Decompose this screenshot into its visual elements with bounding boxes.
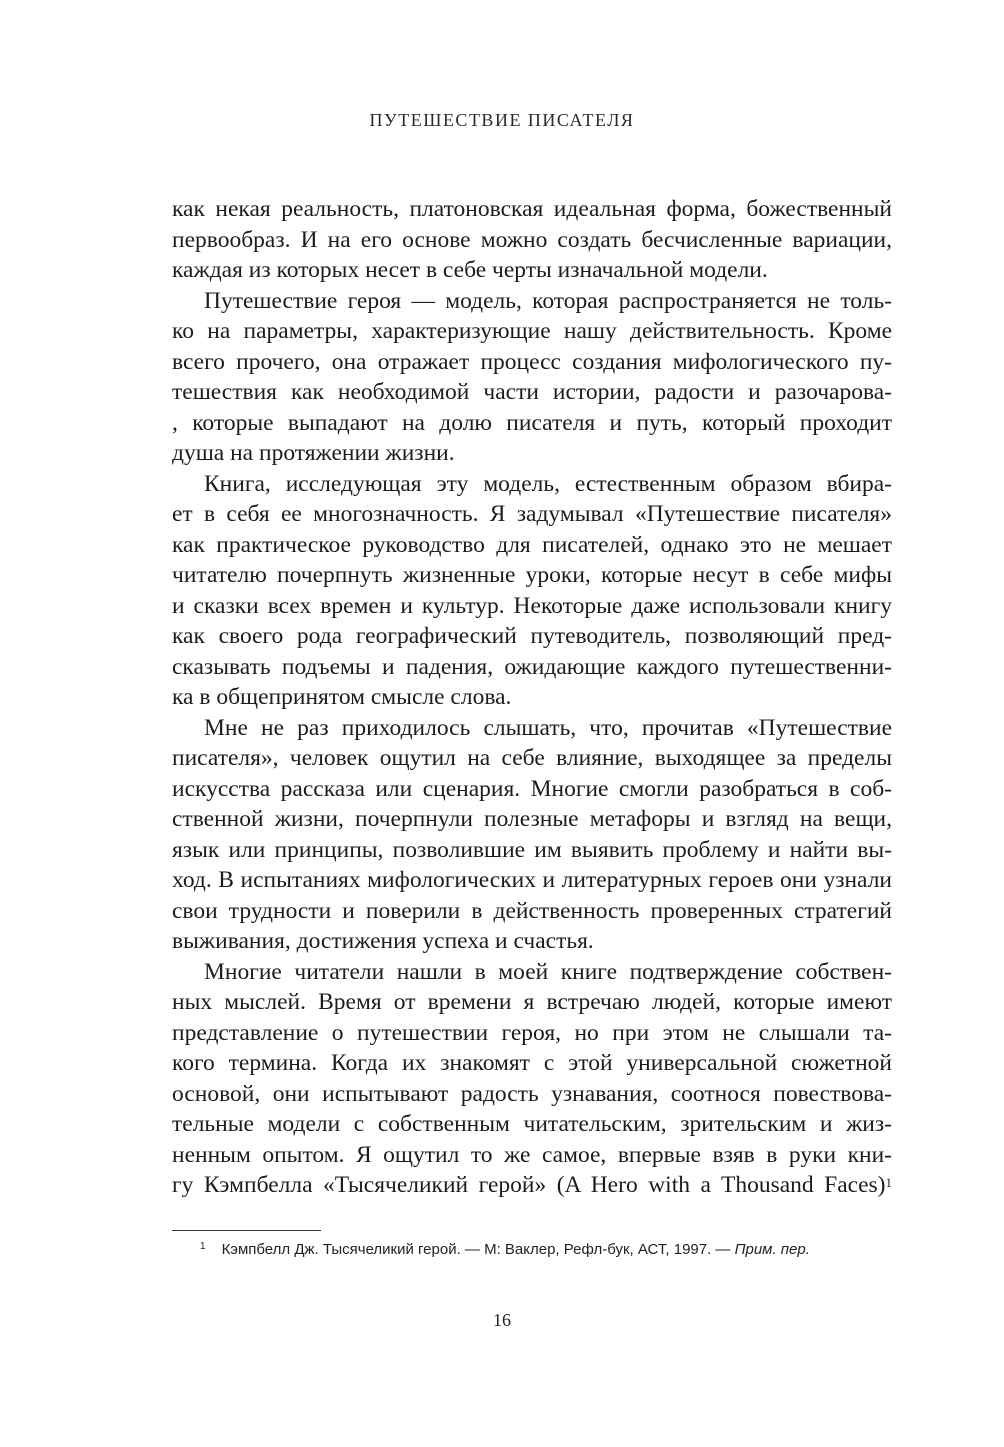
line-text: Многие читатели нашли в моей книге подтверждение собствен-	[204, 958, 892, 985]
text-line	[172, 560, 892, 591]
line-text: ход. В испытаниях мифологических и литературных героев они узнали	[172, 867, 892, 893]
text-line	[172, 682, 892, 713]
footnote-mark: 1	[200, 1241, 206, 1252]
text-line	[172, 896, 892, 927]
line-text: душа на протяжении жизни.	[172, 440, 455, 466]
body-text	[172, 194, 892, 1201]
footnote-text: Кэмпбелл Дж. Тысячеликий герой. — М: Ваклер, Рефл-бук, АСТ, 1997. —	[221, 1241, 731, 1258]
text-line	[172, 957, 892, 988]
text-line	[172, 713, 892, 744]
line-text: Книга, исследующая эту модель, естественным образом вбира-	[204, 470, 892, 497]
text-line	[172, 621, 892, 652]
footnote	[200, 1241, 900, 1258]
paragraph	[172, 469, 892, 713]
text-line	[172, 987, 892, 1018]
line-text: как некая реальность, платоновская идеальная форма, божественный	[172, 196, 892, 222]
line-text: кого термина. Когда их знакомят с этой универсальной сюжетной	[172, 1050, 892, 1076]
line-text: первообраз. И на его основе можно создать бесчисленные вариации,	[172, 226, 892, 253]
text-line	[172, 1109, 892, 1140]
line-text: свои трудности и поверили в действенность проверенных стратегий	[172, 897, 892, 924]
page-number: 16	[493, 1310, 511, 1330]
line-text: ка в общепринятом смысле слова.	[172, 684, 512, 710]
text-line	[172, 347, 892, 378]
line-text: тешествия как необходимой части истории, радости и разочарова-	[172, 379, 892, 405]
text-line	[172, 316, 892, 347]
text-line	[172, 865, 892, 896]
line-text: сказывать подъемы и падения, ожидающие каждого путешественни-	[172, 653, 892, 680]
text-line	[172, 408, 892, 439]
line-text: ных мыслей. Время от времени я встречаю людей, которые имеют	[172, 989, 892, 1015]
line-text: ко на параметры, характеризующие нашу действительность. Кроме	[172, 318, 892, 344]
line-text: выживания, достижения успеха и счастья.	[172, 928, 594, 954]
running-head: ПУТЕШЕСТВИЕ ПИСАТЕЛЯ	[369, 110, 635, 130]
line-text: , которые выпадают на долю писателя и путь, который проходит	[172, 409, 892, 436]
text-line	[172, 1018, 892, 1049]
line-text: всего прочего, она отражает процесс создания мифологического пу-	[172, 348, 892, 375]
text-line	[172, 1048, 892, 1079]
line-text: как своего рода географический путеводитель, позволяющий пред-	[172, 623, 892, 649]
footnote-separator	[172, 1230, 321, 1231]
line-text: читателю почерпнуть жизненные уроки, которые несут в себе мифы	[172, 562, 892, 588]
text-line	[172, 743, 892, 774]
line-text: гу Кэмпбелла «Тысячеликий герой» (A Hero with a Thousand Faces)	[172, 1172, 886, 1198]
line-text: тельные модели с собственным читательским, зрительским и жиз-	[172, 1111, 892, 1137]
footnote-reference: 1	[885, 1175, 892, 1190]
text-line	[172, 1079, 892, 1110]
line-text: искусства рассказа или сценария. Многие смогли разобраться в соб-	[172, 775, 892, 802]
line-text: как практическое руководство для писателей, однако это не мешает	[172, 531, 892, 558]
text-line	[172, 469, 892, 500]
line-text: ственной жизни, почерпнули полезные метафоры и взгляд на вещи,	[172, 806, 892, 832]
text-line	[172, 774, 892, 805]
text-line	[172, 255, 892, 286]
line-text: писателя», человек ощутил на себе влияние, выходящее за пределы	[172, 745, 892, 771]
line-text: ет в себя ее многозначность. Я задумывал «Путешествие писателя»	[172, 501, 892, 527]
line-text: Путешествие героя — модель, которая распространяется не толь-	[204, 287, 892, 314]
line-text: Мне не раз приходилось слышать, что, прочитав «Путешествие	[204, 714, 892, 741]
text-line	[172, 438, 892, 469]
text-line	[172, 835, 892, 866]
text-line	[172, 499, 892, 530]
line-text: и сказки всех времен и культур. Некоторые даже использовали книгу	[172, 592, 892, 619]
text-line	[172, 591, 892, 622]
line-text: каждая из которых несет в себе черты изначальной модели.	[172, 257, 768, 283]
text-line	[172, 225, 892, 256]
text-line	[172, 530, 892, 561]
line-text: основой, они испытывают радость узнавания, соотнося повествова-	[172, 1080, 892, 1107]
paragraph	[172, 286, 892, 469]
paragraph	[172, 194, 892, 286]
line-text: ненным опытом. Я ощутил то же самое, впервые взяв в руки кни-	[172, 1141, 892, 1168]
text-line	[172, 804, 892, 835]
text-line	[172, 1140, 892, 1171]
text-line	[172, 286, 892, 317]
text-line	[172, 377, 892, 408]
text-line	[172, 926, 892, 957]
line-text: представление о путешествии героя, но при этом не слышали та-	[172, 1019, 892, 1046]
text-line	[172, 194, 892, 225]
line-text: язык или принципы, позволившие им выявить проблему и найти вы-	[172, 836, 892, 863]
text-line	[172, 1170, 892, 1201]
paragraph	[172, 713, 892, 957]
footnote-italic: Прим. пер.	[734, 1241, 810, 1258]
paragraph	[172, 957, 892, 1201]
text-line	[172, 652, 892, 683]
